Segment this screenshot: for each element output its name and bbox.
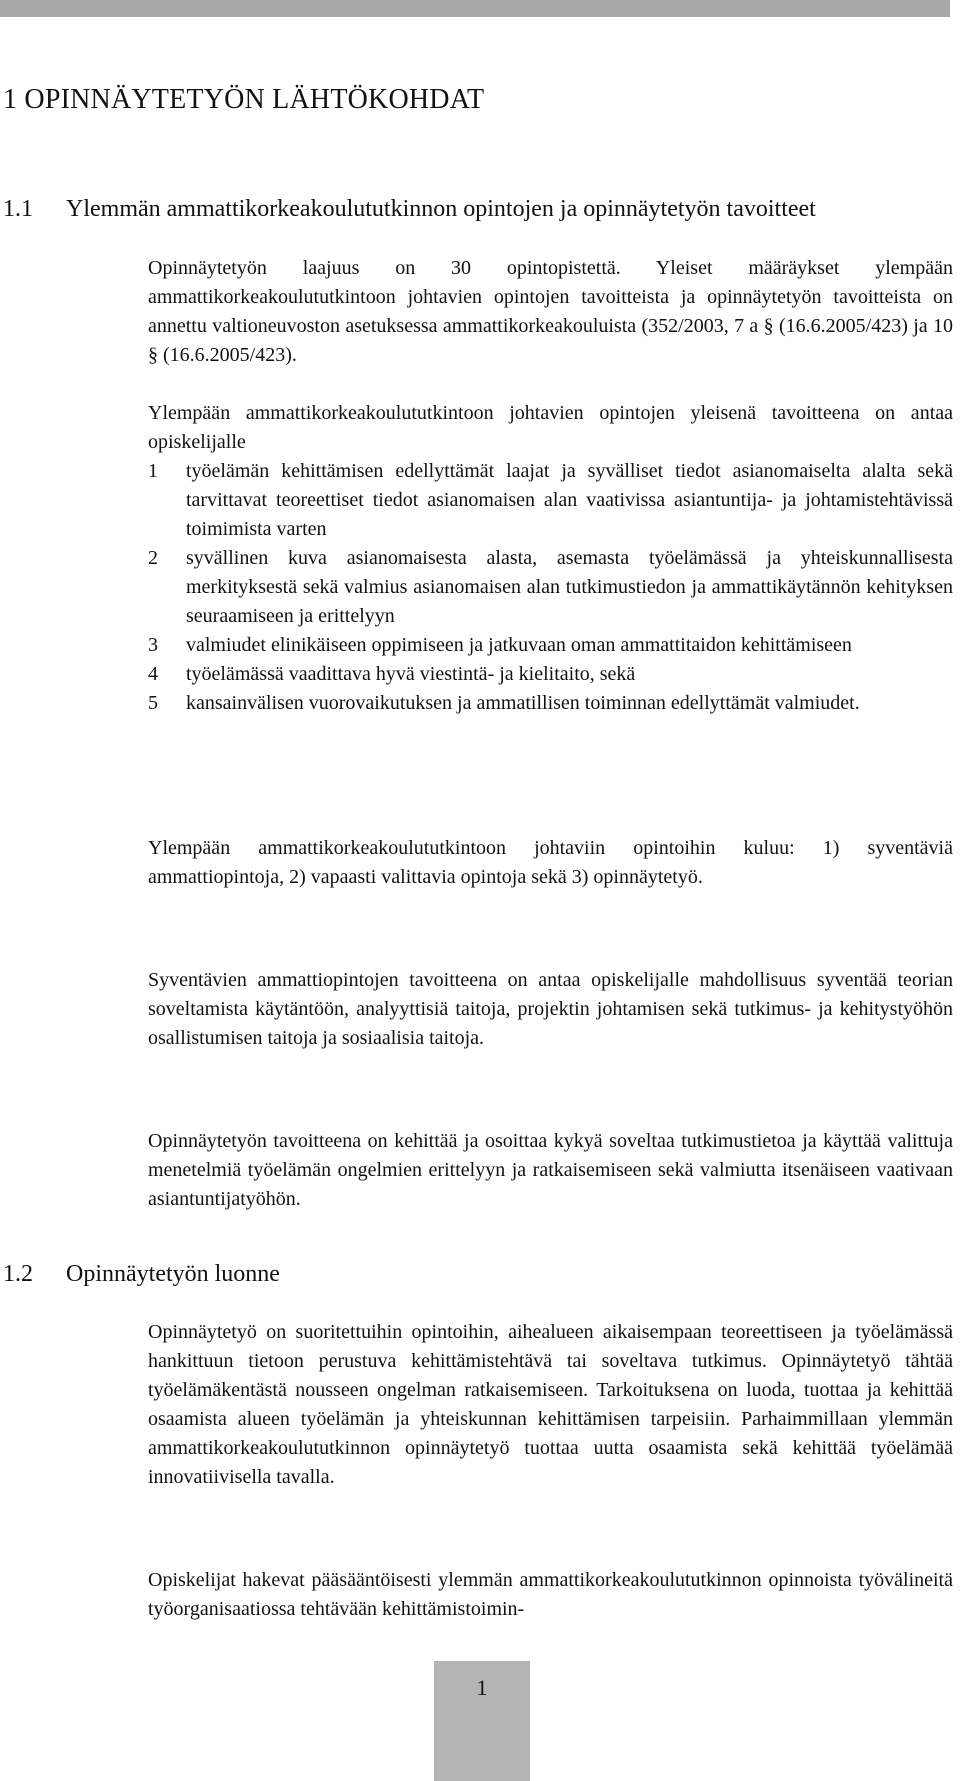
chapter-heading: 1 OPINNÄYTETYÖN LÄHTÖKOHDAT: [3, 84, 485, 115]
section-title: Ylemmän ammattikorkeakoulututkinnon opintojen ja opinnäytetyön tavoitteet: [66, 196, 816, 222]
section-title: Opinnäytetyön luonne: [66, 1261, 280, 1287]
list-item: 3 valmiudet elinikäiseen oppimiseen ja jatkuvaan oman ammattitaidon kehittämiseen: [148, 634, 852, 656]
page-number: 1: [476, 1675, 488, 1700]
list-item: 2 syvällinen kuva asianomaisesta alasta, asemasta työelämässä ja yhteiskunnallisesta merkityksestä sekä valmius asianomaisen alan tutkimustiedon ja ammattikäytännön kehityksen seuraamiseen ja erittelyyn: [148, 547, 953, 627]
section-heading-1-2: [3, 1261, 280, 1288]
section-heading-1-1: [3, 196, 816, 223]
paragraph: Opinnäytetyön laajuus on 30 opintopistettä. Yleiset määräykset ylempään ammattikorkeakoulututkintoon johtavien opintojen tavoitteista ja opinnäytetyön tavoitteista on annettu valtioneuvoston asetuksessa ammattikorkeakouluista (352/2003, 7 a § (16.6.2005/423) ja 10 § (16.6.2005/423).: [148, 257, 953, 366]
paragraph: Ylempään ammattikorkeakoulututkintoon johtavien opintojen yleisenä tavoitteena on antaa opiskelijalle: [148, 402, 953, 453]
section-number: 1.2: [3, 1261, 33, 1287]
paragraph: Ylempään ammattikorkeakoulututkintoon johtaviin opintoihin kuluu: 1) syventäviä ammattiopintoja, 2) vapaasti valittavia opintoja sekä 3) opinnäytetyö.: [148, 837, 953, 888]
list-item: 5 kansainvälisen vuorovaikutuksen ja ammatillisen toiminnan edellyttämät valmiudet.: [148, 692, 860, 714]
paragraph: Opinnäytetyön tavoitteena on kehittää ja osoittaa kykyä soveltaa tutkimustietoa ja käyttää valittuja menetelmiä työelämän ongelmien erittelyyn ja ratkaisemiseen sekä valmiutta itsenäiseen vaativaan asiantuntijatyöhön.: [148, 1130, 953, 1210]
paragraph: Opinnäytetyö on suoritettuihin opintoihin, aihealueen aikaisempaan teoreettiseen ja työelämässä hankittuun tietoon perustuva kehittämistehtävä tai soveltava tutkimus. Opinnäytetyö tähtää työelämäkentästä nousseen ongelman ratkaisemiseen. Tarkoituksena on luoda, tuottaa ja kehittää osaamista alueen työelämän ja yhteiskunnan kehittämisen tarpeisiin. Parhaimmillaan ylemmän ammattikorkeakoulututkinnon opinnäytetyö tuottaa uutta osaamista sekä kehittää työelämää innovatiivisella tavalla.: [148, 1321, 953, 1488]
objectives-list: [148, 457, 953, 718]
paragraph: Opiskelijat hakevat pääsääntöisesti ylemmän ammattikorkeakoulututkinnon opinnoista työvälineitä työorganisaatiossa tehtävään kehittämistoimin-: [148, 1569, 953, 1620]
top-header-bar: [0, 0, 950, 17]
paragraph: Syventävien ammattiopintojen tavoitteena on antaa opiskelijalle mahdollisuus syventää teorian soveltamista käytäntöön, analyyttisiä taitoja, projektin johtamisen sekä tutkimus- ja kehitystyöhön osallistumisen taitoja ja sosiaalisia taitoja.: [148, 969, 953, 1049]
section-number: 1.1: [3, 196, 33, 222]
list-item: 1 työelämän kehittämisen edellyttämät laajat ja syvälliset tiedot asianomaiselta alalta sekä tarvittavat teoreettiset tiedot asianomaisen alan vaativissa asiantuntija- ja johtamistehtävissä toimimista varten: [148, 460, 953, 540]
list-item: 4 työelämässä vaadittava hyvä viestintä- ja kielitaito, sekä: [148, 663, 636, 685]
page-number-box: [434, 1661, 530, 1781]
